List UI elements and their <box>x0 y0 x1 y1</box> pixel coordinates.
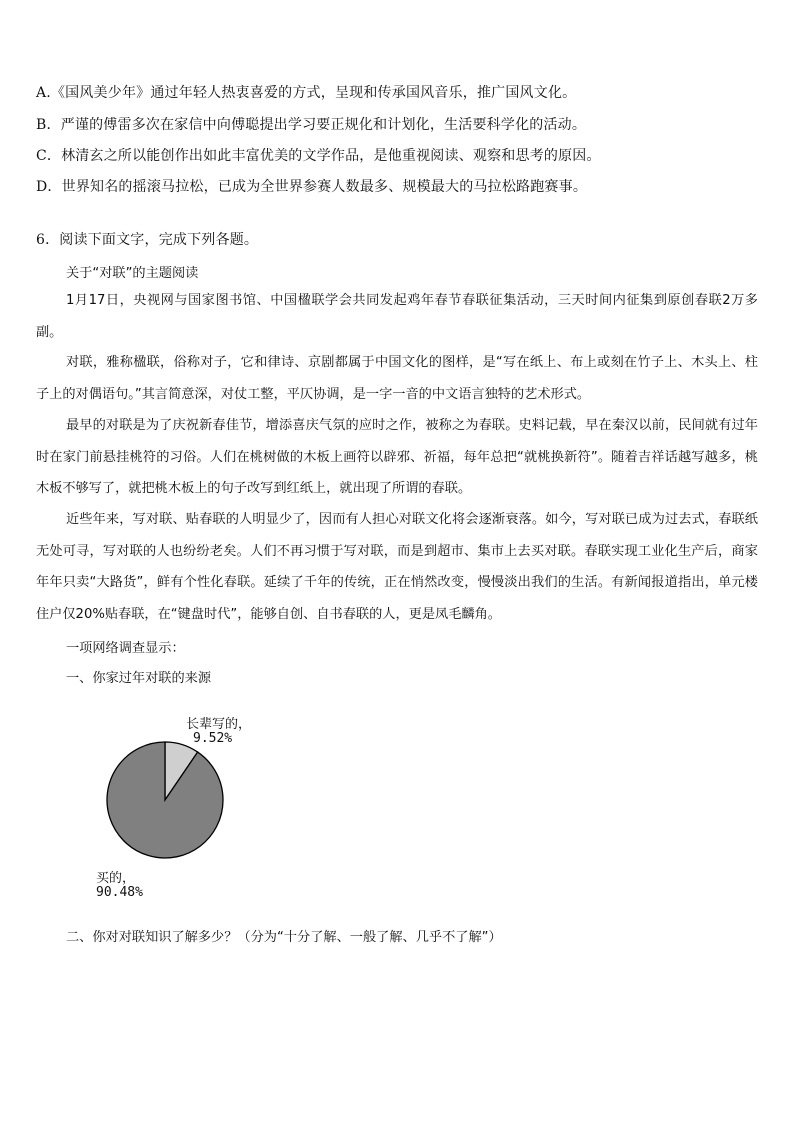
paragraph-4: 近些年来，写对联、贴春联的人明显少了，因而有人担心对联文化将会逐渐衰落。如今，写对联已成为过去式，春联纸无处可寻，写对联的人也纷纷老矣。人们不再习惯于写对联，而是到超市、集市上去买对联。春联实现工业化生产后，商家年年只卖“大路货”，鲜有个性化春联。延续了千年的传统，正在悄然改变，慢慢淡出我们的生活。有新闻报道指出，单元楼住户仅20%贴春联，在“键盘时代”，能够自创、自书春联的人，更是凤毛麟角。 <box>36 512 758 622</box>
option-c: C．林清玄之所以能创作出如此丰富优美的文学作品，是他重视阅读、观察和思考的原因。 <box>36 148 601 164</box>
pie-chart <box>96 705 252 900</box>
slice-label-elders: 长辈写的， <box>186 717 252 732</box>
survey-question-2: 二、你对对联知识了解多少？（分为“十分了解、一般了解、几乎不了解”） <box>66 930 502 945</box>
option-a: A.《国风美少年》通过年轻人热衷喜爱的方式，呈现和传承国风音乐，推广国风文化。 <box>36 85 577 101</box>
paragraph-2: 对联，雅称楹联，俗称对子，它和律诗、京剧都属于中国文化的图样，是“写在纸上、布上或刻在竹子上、木头上、柱子上的对偶语句。”其言简意深，对仗工整，平仄协调，是一字一音的中文语言独特的艺术形式。 <box>36 355 758 402</box>
survey-question-1: 一、你家过年对联的来源 <box>66 671 212 686</box>
slice-label-bought: 买的， <box>96 871 136 886</box>
article-title: 关于“对联”的主题阅读 <box>66 266 199 281</box>
option-b: B．严谨的傅雷多次在家信中向傅聪提出学习要正规化和计划化，生活要科学化的活动。 <box>36 117 587 133</box>
paragraph-1: 1月17日，央视网与国家图书馆、中国楹联学会共同发起鸡年春节春联征集活动，三天时间内征集到原创春联2万多副。 <box>36 293 758 340</box>
paragraph-3: 最早的对联是为了庆祝新春佳节，增添喜庆气氛的应时之作，被称之为春联。史料记载，早在秦汉以前，民间就有过年时在家门前悬挂桃符的习俗。人们在桃树做的木板上画符以辟邪、祈福，每年总把“就桃换新符”。随着吉祥话越写越多，桃木板不够写了，就把桃木板上的句子改写到红纸上，就出现了所谓的春联。 <box>36 418 758 496</box>
question-6: 6．阅读下面文字，完成下列各题。 <box>36 232 259 248</box>
pie-slice-1 <box>107 742 223 858</box>
survey-intro: 一项网络调查显示： <box>66 641 185 656</box>
slice-value-elders: 9.52% <box>193 731 233 746</box>
option-d: D．世界知名的摇滚马拉松，已成为全世界参赛人数最多、规模最大的马拉松路跑赛事。 <box>36 179 588 195</box>
slice-value-bought: 90.48% <box>96 885 143 900</box>
